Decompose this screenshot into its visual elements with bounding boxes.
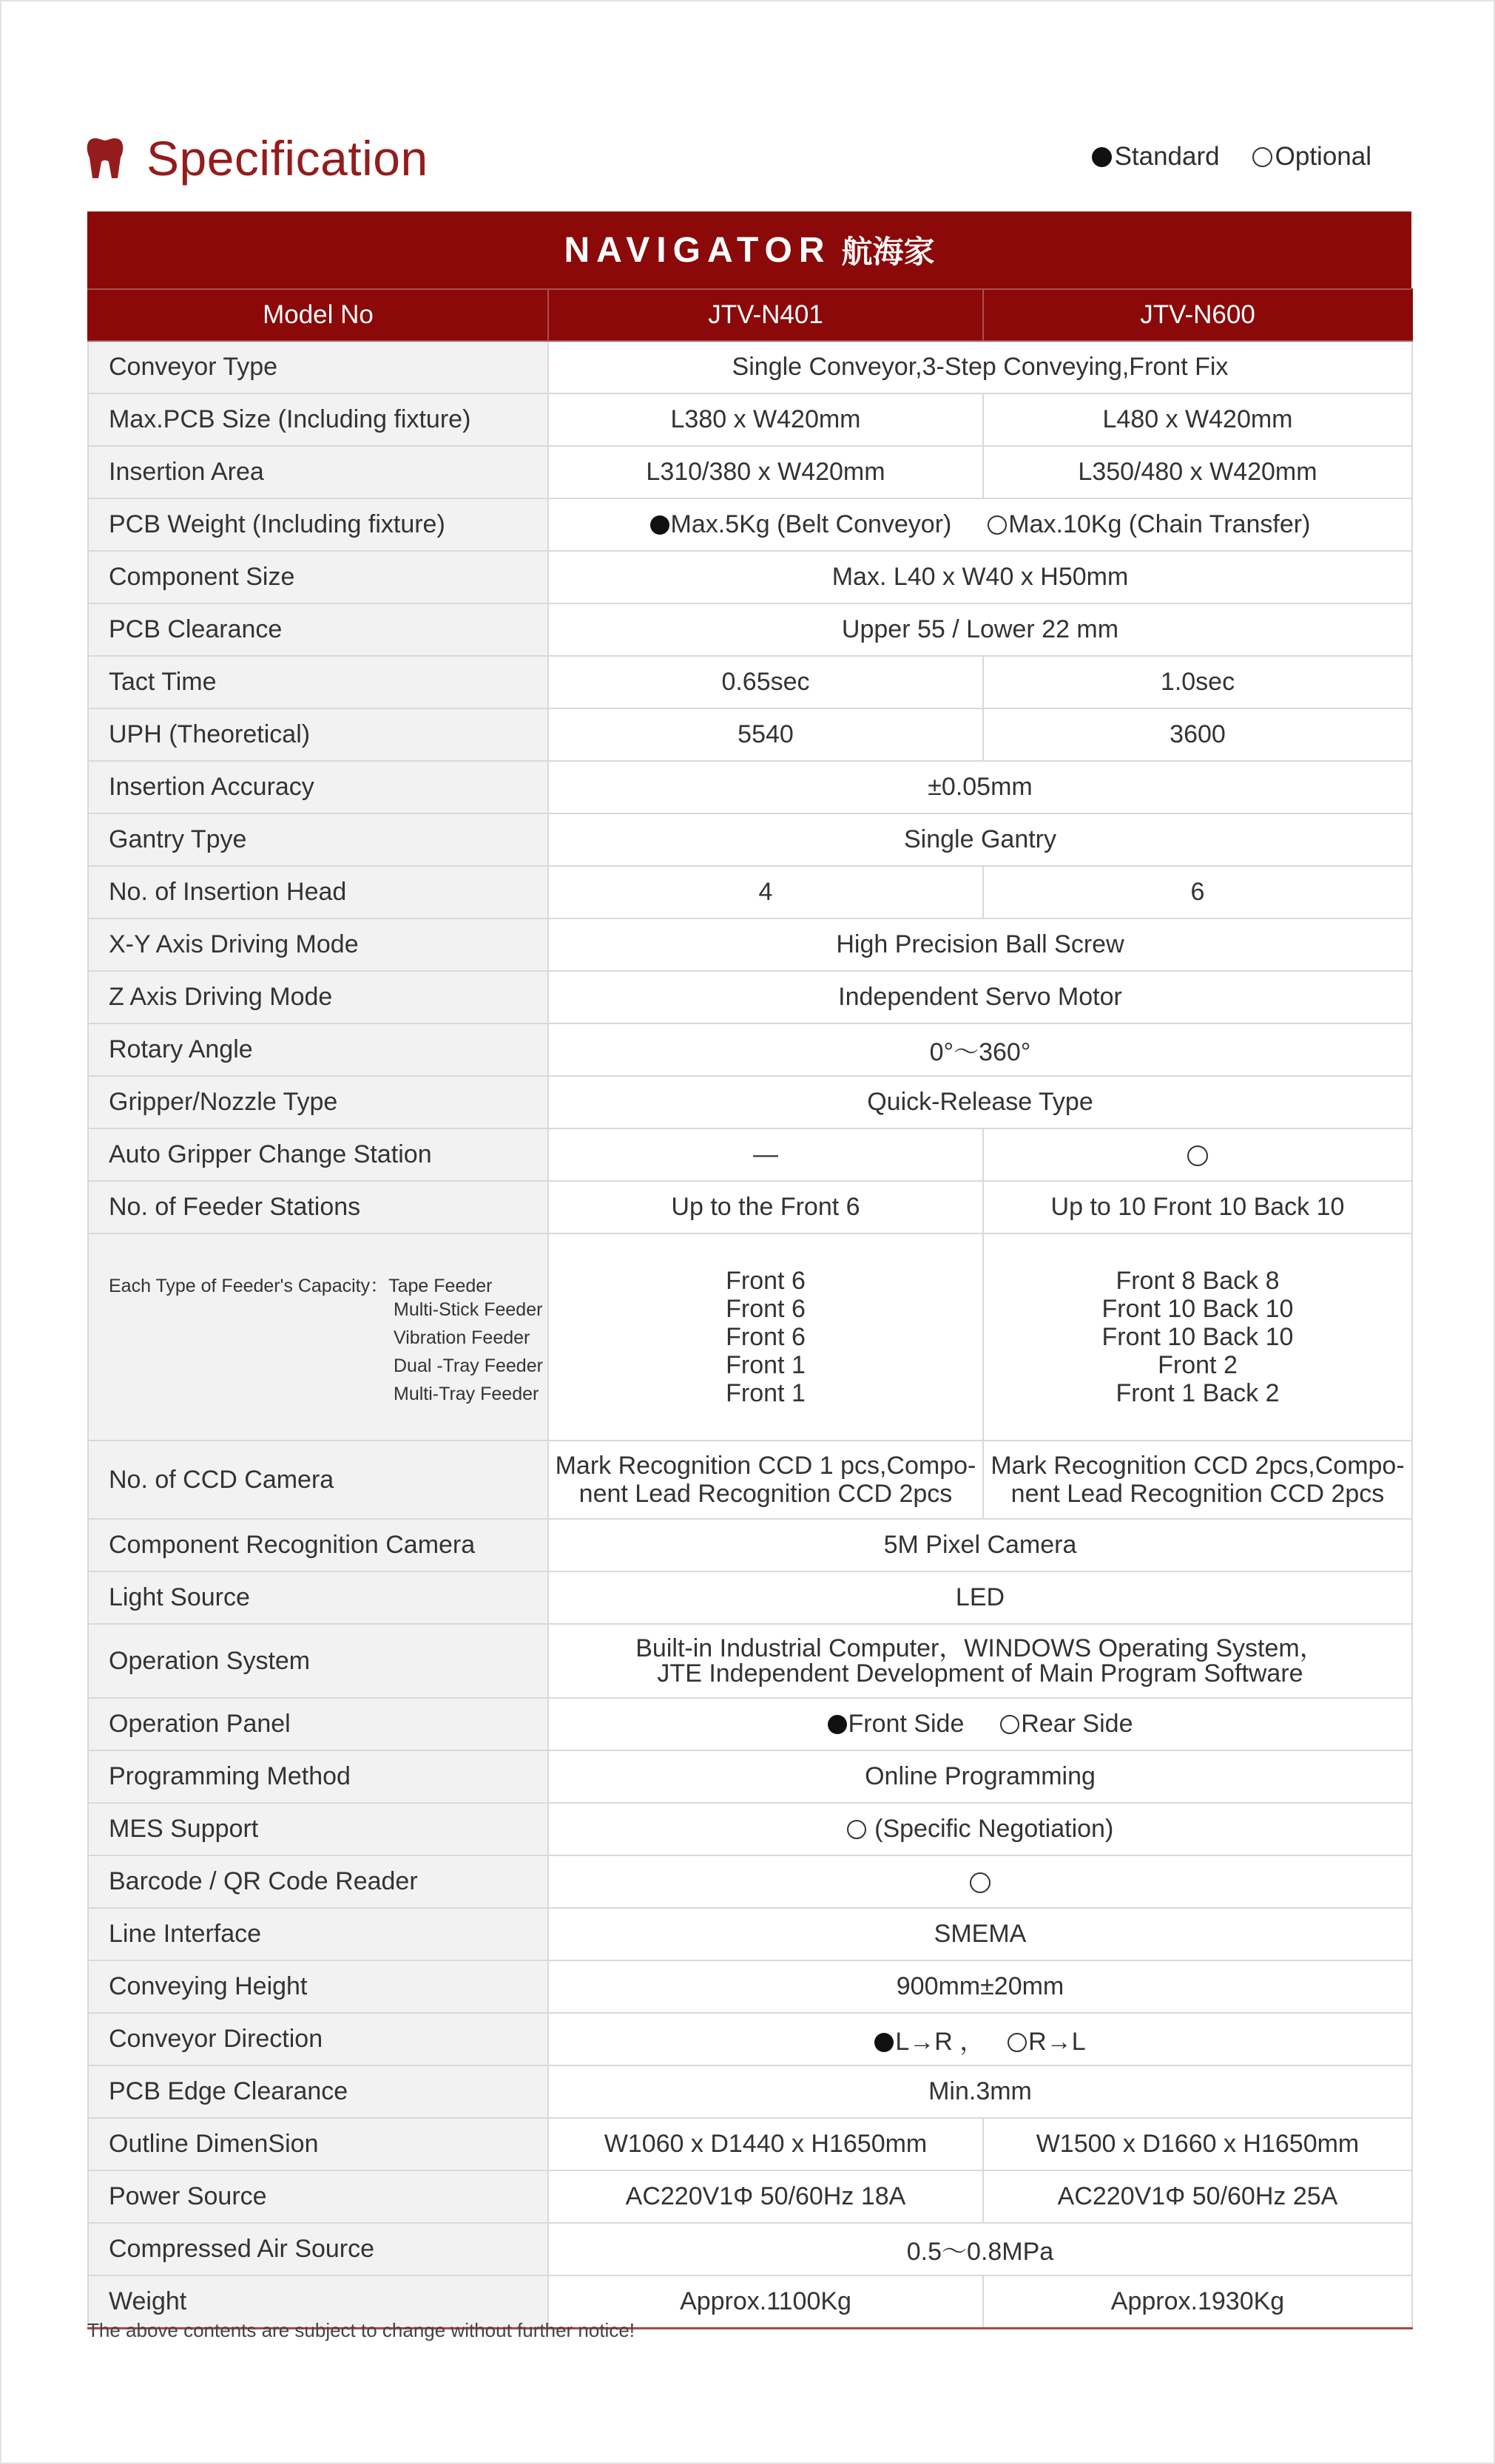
row-label: No. of Feeder Stations bbox=[88, 1181, 548, 1233]
value-n401: Approx.1100Kg bbox=[548, 2275, 983, 2329]
open-circle-icon bbox=[1008, 2033, 1027, 2052]
row-label: Component Size bbox=[88, 551, 548, 603]
feeder-value: Front 1 Back 2 bbox=[1116, 1379, 1280, 1407]
table-row bbox=[88, 341, 1412, 393]
os-line: Built-in Industrial Computer，WINDOWS Operating System， bbox=[635, 1634, 1325, 1662]
tooth-icon bbox=[86, 137, 124, 180]
filled-circle-icon bbox=[650, 515, 669, 535]
row-label: Tact Time bbox=[88, 656, 548, 708]
table-row bbox=[88, 708, 1412, 761]
row-value: High Precision Ball Screw bbox=[548, 918, 1412, 971]
table-row bbox=[88, 918, 1412, 971]
row-label: Barcode / QR Code Reader bbox=[88, 1855, 548, 1908]
value-n401: 5540 bbox=[548, 708, 983, 761]
value-n600: AC220V1Φ 50/60Hz 25A bbox=[983, 2170, 1412, 2223]
value-n600: 3600 bbox=[983, 708, 1412, 761]
table-row bbox=[88, 1128, 1412, 1181]
open-circle-icon bbox=[1000, 1715, 1019, 1734]
row-label: Gantry Tpye bbox=[88, 813, 548, 866]
page-header bbox=[86, 126, 1410, 192]
row-label: Operation System bbox=[88, 1624, 548, 1698]
open-circle-icon bbox=[847, 1820, 866, 1839]
open-circle-icon bbox=[1252, 147, 1272, 167]
value-n401 bbox=[548, 1233, 983, 1441]
filled-circle-icon bbox=[874, 2033, 894, 2052]
row-label: Insertion Accuracy bbox=[88, 761, 548, 813]
feeder-label-tape: Each Type of Feeder's Capacity：Tape Feeder bbox=[109, 1276, 493, 1296]
table-row bbox=[88, 446, 1412, 498]
feeder-capacity-label bbox=[88, 1233, 548, 1441]
row-value: Independent Servo Motor bbox=[548, 971, 1412, 1023]
feeder-value: Front 1 bbox=[726, 1351, 806, 1379]
value-n600: 1.0sec bbox=[983, 656, 1412, 708]
optional-option: Max.10Kg (Chain Transfer) bbox=[1008, 510, 1311, 538]
table-row bbox=[88, 1441, 1412, 1519]
value-n600: Up to 10 Front 10 Back 10 bbox=[983, 1181, 1412, 1233]
table-row bbox=[88, 761, 1412, 813]
open-circle-icon bbox=[1187, 1145, 1208, 1166]
value-n401: — bbox=[548, 1128, 983, 1181]
legend-optional-label: Optional bbox=[1275, 142, 1371, 171]
open-circle-icon bbox=[970, 1872, 991, 1893]
row-value: 5M Pixel Camera bbox=[548, 1519, 1412, 1571]
open-circle-icon bbox=[988, 515, 1007, 535]
table-header-row bbox=[88, 289, 1412, 341]
row-label: Line Interface bbox=[88, 1908, 548, 1960]
value-n401: 0.65sec bbox=[548, 656, 983, 708]
row-label: Compressed Air Source bbox=[88, 2223, 548, 2275]
row-label: No. of Insertion Head bbox=[88, 866, 548, 918]
row-label: Insertion Area bbox=[88, 446, 548, 498]
feeder-value: Front 10 Back 10 bbox=[1101, 1323, 1294, 1351]
table-row bbox=[88, 1624, 1412, 1698]
row-label: Conveying Height bbox=[88, 1960, 548, 2013]
row-label: Component Recognition Camera bbox=[88, 1519, 548, 1571]
table-row bbox=[88, 1233, 1412, 1441]
filled-circle-icon bbox=[1092, 147, 1112, 167]
page-title: Specification bbox=[146, 131, 428, 186]
feeder-value: Front 8 Back 8 bbox=[1116, 1267, 1280, 1295]
value-n600: 6 bbox=[983, 866, 1412, 918]
table-row bbox=[88, 551, 1412, 603]
table-row bbox=[88, 866, 1412, 918]
row-value: ±0.05mm bbox=[548, 761, 1412, 813]
row-label: X-Y Axis Driving Mode bbox=[88, 918, 548, 971]
table-row bbox=[88, 393, 1412, 446]
row-value: 0°～360° bbox=[548, 1023, 1412, 1076]
feeder-value: Front 6 bbox=[726, 1295, 806, 1323]
table-row bbox=[88, 2013, 1412, 2065]
row-label: UPH (Theoretical) bbox=[88, 708, 548, 761]
row-label: Z Axis Driving Mode bbox=[88, 971, 548, 1023]
filled-circle-icon bbox=[828, 1715, 847, 1734]
feeder-label-multi-tray: Multi-Tray Feeder bbox=[394, 1384, 539, 1404]
feeder-value: Front 6 bbox=[726, 1267, 806, 1295]
table-row bbox=[88, 1023, 1412, 1076]
row-label: Conveyor Type bbox=[88, 341, 548, 393]
table-row bbox=[88, 2118, 1412, 2170]
row-label: Outline DimenSion bbox=[88, 2118, 548, 2170]
optional-option: (Specific Negotiation) bbox=[874, 1815, 1114, 1843]
ccd-line: nent Lead Recognition CCD 2pcs bbox=[578, 1480, 953, 1508]
row-label: Auto Gripper Change Station bbox=[88, 1128, 548, 1181]
table-row bbox=[88, 813, 1412, 866]
table-row bbox=[88, 498, 1412, 551]
row-label: Rotary Angle bbox=[88, 1023, 548, 1076]
row-label: Power Source bbox=[88, 2170, 548, 2223]
brand-name: NAVIGATOR bbox=[564, 230, 831, 270]
row-value bbox=[548, 498, 1412, 551]
value-n600: L350/480 x W420mm bbox=[983, 446, 1412, 498]
feeder-value: Front 6 bbox=[726, 1323, 806, 1351]
table-row bbox=[88, 2223, 1412, 2275]
value-n600: L480 x W420mm bbox=[983, 393, 1412, 446]
row-label: Max.PCB Size (Including fixture) bbox=[88, 393, 548, 446]
table-row bbox=[88, 1855, 1412, 1908]
value-n401: L380 x W420mm bbox=[548, 393, 983, 446]
feeder-label-dual-tray: Dual -Tray Feeder bbox=[394, 1355, 543, 1376]
value-n401: W1060 x D1440 x H1650mm bbox=[548, 2118, 983, 2170]
row-value: Min.3mm bbox=[548, 2065, 1412, 2118]
row-value bbox=[548, 1803, 1412, 1855]
row-label: Operation Panel bbox=[88, 1698, 548, 1750]
row-label: PCB Weight (Including fixture) bbox=[88, 498, 548, 551]
table-row bbox=[88, 1698, 1412, 1750]
value-n600 bbox=[983, 1441, 1412, 1519]
table-row bbox=[88, 1076, 1412, 1128]
row-value: Max. L40 x W40 x H50mm bbox=[548, 551, 1412, 603]
legend-optional bbox=[1252, 142, 1371, 172]
value-n401 bbox=[548, 1441, 983, 1519]
table-row bbox=[88, 2170, 1412, 2223]
row-label: PCB Edge Clearance bbox=[88, 2065, 548, 2118]
column-header-model: Model No bbox=[88, 289, 548, 341]
table-row bbox=[88, 1803, 1412, 1855]
row-value: Upper 55 / Lower 22 mm bbox=[548, 603, 1412, 656]
row-value: LED bbox=[548, 1571, 1412, 1624]
value-n600: Approx.1930Kg bbox=[983, 2275, 1412, 2329]
row-value: 0.5～0.8MPa bbox=[548, 2223, 1412, 2275]
table-row bbox=[88, 656, 1412, 708]
row-label: Programming Method bbox=[88, 1750, 548, 1803]
optional-option: R→L bbox=[1028, 2028, 1086, 2056]
value-n401: AC220V1Φ 50/60Hz 18A bbox=[548, 2170, 983, 2223]
standard-option: Max.5Kg (Belt Conveyor) bbox=[670, 510, 952, 538]
row-value: Online Programming bbox=[548, 1750, 1412, 1803]
feeder-value: Front 2 bbox=[1158, 1351, 1238, 1379]
optional-option: Rear Side bbox=[1021, 1710, 1133, 1738]
feeder-label-multi-stick: Multi-Stick Feeder bbox=[394, 1299, 543, 1320]
ccd-line: Mark Recognition CCD 1 pcs,Compo- bbox=[555, 1452, 976, 1480]
row-label: PCB Clearance bbox=[88, 603, 548, 656]
table-row bbox=[88, 1181, 1412, 1233]
standard-option: Front Side bbox=[848, 1710, 965, 1738]
value-n600: W1500 x D1660 x H1650mm bbox=[983, 2118, 1412, 2170]
row-label: Gripper/Nozzle Type bbox=[88, 1076, 548, 1128]
table-row bbox=[88, 1960, 1412, 2013]
brand-name-cn: 航海家 bbox=[841, 234, 935, 269]
table-row bbox=[88, 1750, 1412, 1803]
feeder-value: Front 10 Back 10 bbox=[1101, 1295, 1294, 1323]
table-row bbox=[88, 1908, 1412, 1960]
row-value: Single Conveyor,3-Step Conveying,Front Fix bbox=[548, 341, 1412, 393]
column-header-n401: JTV-N401 bbox=[548, 289, 983, 341]
row-label: MES Support bbox=[88, 1803, 548, 1855]
row-label: Weight bbox=[88, 2275, 548, 2329]
table-row bbox=[88, 1519, 1412, 1571]
row-value: 900mm±20mm bbox=[548, 1960, 1412, 2013]
standard-option: L→R ， bbox=[895, 2028, 985, 2056]
row-value: Single Gantry bbox=[548, 813, 1412, 866]
spec-table bbox=[87, 288, 1413, 2329]
table-row bbox=[88, 1571, 1412, 1624]
os-line: JTE Independent Development of Main Program Software bbox=[657, 1659, 1303, 1688]
value-n401: L310/380 x W420mm bbox=[548, 446, 983, 498]
row-value bbox=[548, 1855, 1412, 1908]
row-label: No. of CCD Camera bbox=[88, 1441, 548, 1519]
footer-note: The above contents are subject to change without further notice! bbox=[87, 2319, 635, 2341]
legend-standard bbox=[1092, 142, 1220, 172]
value-n401: 4 bbox=[548, 866, 983, 918]
table-row bbox=[88, 971, 1412, 1023]
table-row bbox=[88, 603, 1412, 656]
brand-banner bbox=[87, 211, 1411, 288]
legend bbox=[1059, 142, 1371, 172]
value-n401: Up to the Front 6 bbox=[548, 1181, 983, 1233]
row-value bbox=[548, 1624, 1412, 1698]
value-n600 bbox=[983, 1233, 1412, 1441]
row-label: Light Source bbox=[88, 1571, 548, 1624]
ccd-line: nent Lead Recognition CCD 2pcs bbox=[1010, 1480, 1385, 1508]
title-block bbox=[86, 130, 428, 186]
row-value bbox=[548, 1698, 1412, 1750]
legend-standard-label: Standard bbox=[1114, 142, 1220, 171]
value-n600 bbox=[983, 1128, 1412, 1181]
column-header-n600: JTV-N600 bbox=[983, 289, 1412, 341]
row-label: Conveyor Direction bbox=[88, 2013, 548, 2065]
table-row bbox=[88, 2065, 1412, 2118]
feeder-value: Front 1 bbox=[726, 1379, 806, 1407]
row-value: Quick-Release Type bbox=[548, 1076, 1412, 1128]
row-value: SMEMA bbox=[548, 1908, 1412, 1960]
row-value bbox=[548, 2013, 1412, 2065]
feeder-label-vibration: Vibration Feeder bbox=[394, 1327, 530, 1348]
ccd-line: Mark Recognition CCD 2pcs,Compo- bbox=[991, 1452, 1405, 1480]
